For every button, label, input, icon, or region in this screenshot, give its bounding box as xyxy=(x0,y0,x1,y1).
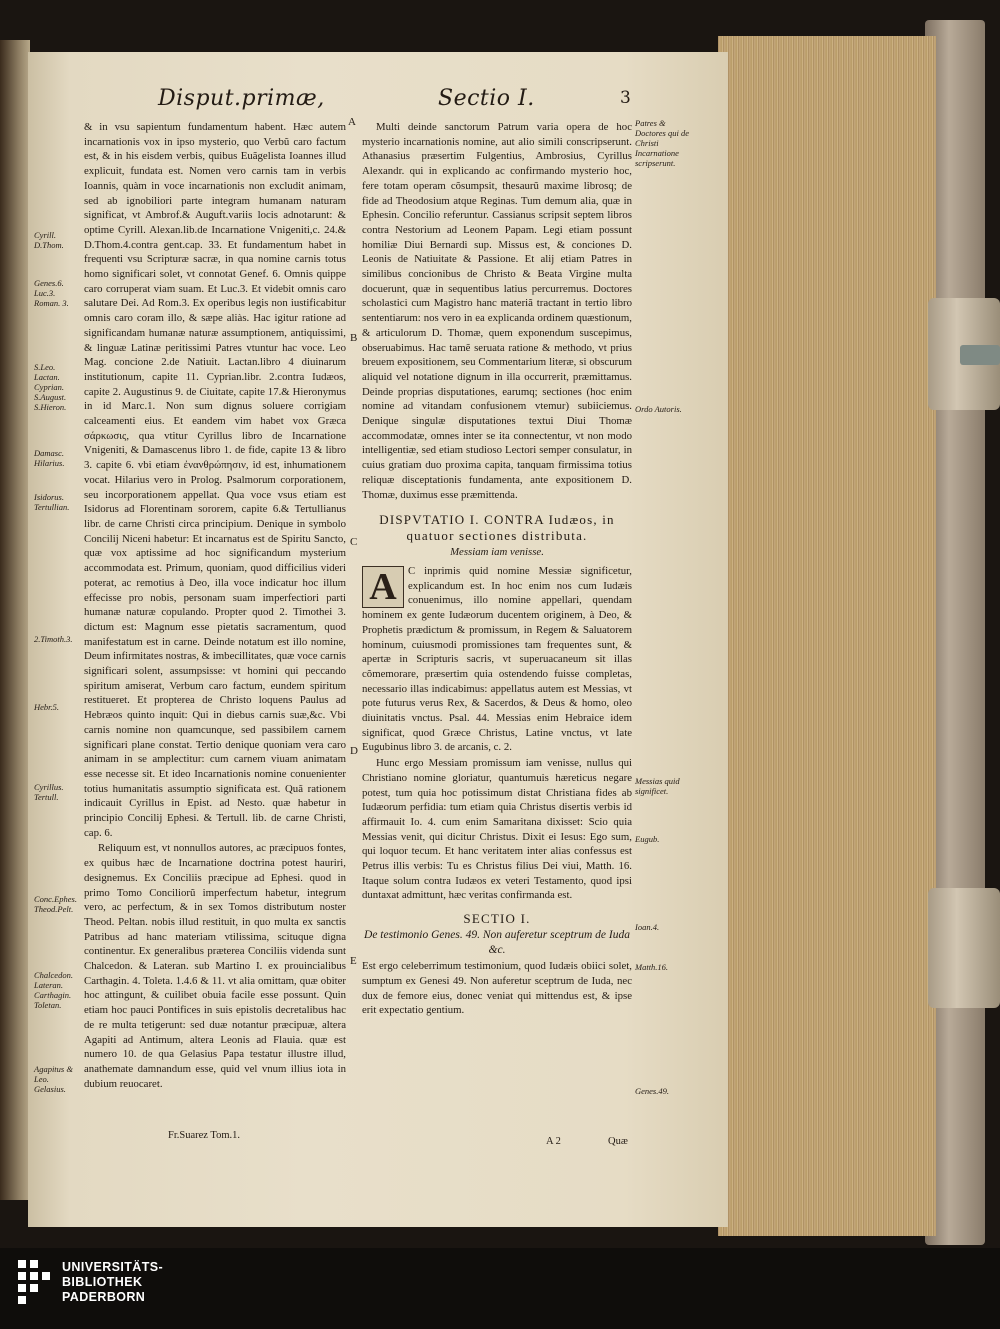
margin-note: Genes.49. xyxy=(635,1086,669,1096)
margin-note: S.Leo. Lactan. Cyprian. S.August. S.Hieron. xyxy=(34,362,67,412)
margin-note: Isidorus. Tertullian. xyxy=(34,492,70,512)
disputatio-subtitle: Messiam iam venisse. xyxy=(450,546,544,559)
column-letter: D xyxy=(350,745,358,757)
margin-note: Cyrillus. Tertull. xyxy=(34,782,64,802)
sectio-heading: SECTIO I. xyxy=(463,911,531,927)
margin-note: Hebr.5. xyxy=(34,702,60,712)
library-logo-icon xyxy=(18,1260,52,1310)
margin-note: 2.Timoth.3. xyxy=(34,634,73,644)
margin-note: Damasc. Hilarius. xyxy=(34,448,65,468)
margin-note: Conc.Ephes. Theod.Pelt. xyxy=(34,894,77,914)
margin-note: Chalcedon. Lateran. Carthagin. Toletan. xyxy=(34,970,73,1010)
running-header-right: Sectio I. xyxy=(438,86,535,111)
intro-paragraph: Multi deinde sanctorum Patrum varia opera de hoc mysterio incarnationis nomine, aut alio simili conscripserunt. Athanasius præsertim Fulgentius, Ambrosius, Cyrillus Alexandr. qui in explicando ac confirmando mysterio hoc, fere totam operam cõsumpsit, thesaurũ maxime librosq; de fide ad Theodosium atque Reginas. Tum demum alia, quæ in Ephesin. Concilio referuntur. Cassianus scripsit septem libros contra Nestorium ad Leonem Papam. Legi etiam possunt homiliæ Diui Bernardi sup. Missus est, & conciones D. Leonis de Natiuitate & Passione. Et alij etiam Patres in similibus concionibus de Christo & Beata Virgine multa docuerunt, quæ in sequentibus latius percurremus. Doctores scholastici cum Magistro hanc materiã tractant in tertio libro sententiarum: nos vero in ea explicanda ordinem quæstionum, & articulorum D. Thomæ, quem exponendum suscepimus, obseruabimus. Hac tamẽ seruata ratione & methodo, vt prius breuem expositionem, seu Commentarium literæ, si obscurum aliquid vel notatione dignum in illa occurrerit, præmittamus. Deinde proprias disputationes, earumq; sectiones (hoc enim nomine ad vitandam confusionem vtemur) subiiciemus. Denique singulæ disputationes textui Diui Thomæ accommodatæ, omnes inter se ita connectentur, vt non modo intelligentiæ, sed etiam studioso Lectori semper consulatur, in cuius gratiam duo proxima capita, tanquam firmissima totius reliquæ disceptationis fundamenta, ante expositionem D. Thomæ, duximus esse præmittenda. xyxy=(362,121,632,501)
margin-note: Ioan.4. xyxy=(635,922,660,932)
margin-note: Cyrill. D.Thom. xyxy=(34,230,64,250)
paragraph: Hunc ergo Messiam promissum iam venisse, nullus qui Christiano nomine gloriatur, quantumuis hæreticus negare potest, tum quia hoc potissimum distat Christiana fides ab Iudæorum perfidia: tum etiam quia Christus disertis verbis id affirmauit Io. 4. cum enim Samaritana dixisset: Scio quia Messias venit, qui dicitur Christus. Dixit ei Iesus: Ego sum, qui loquor tecum. Et hanc veritatem inter alias confessus est Petrus illis verbis: Tu es Christus filius Dei viui, Matth. 16. Itaque solum contra Iudæos ex veteri Testamento, quod ipsi duntaxat admittunt, hæc veritas confirmanda est. xyxy=(362,757,632,902)
left-page-edge xyxy=(0,40,30,1200)
signature-mark: A 2 xyxy=(546,1136,561,1147)
paragraph: Est ergo celeberrimum testimonium, quod Iudæis obiici solet, sumptum ex Genesi 49. Non auferetur sceptrum de Iuda, nec dux de femore eius, donec veniat qui mittendus est, & ipse erit expectatio gentium. xyxy=(362,960,632,1017)
logo-line-3: PADERBORN xyxy=(62,1290,146,1304)
footer-signature: Fr.Suarez Tom.1. xyxy=(168,1130,240,1141)
margin-note: Agapitus & Leo. Gelasius. xyxy=(34,1064,73,1094)
paragraph: Reliquum est, vt nonnullos autores, ac præcipuos fontes, ex quibus hæc de Incarnatione doctrina potest hauriri, designemus. Ex Conciliis præcipue ad Ephesi. quod in primo Tomo Conciliorũ imperfectum habetur, integrum vero, ac perfectum, & in sex Tomos distributum noster Theod. Peltan. nobis illud restituit, in quo multa ex sanctis Patribus ad hanc materiam vtilissima, scituque digna continentur. Ex generalibus præterea Conciliis videnda sunt Chalcedon. & Lateran. sub Martino I. ex prouincialibus Carthagin. 4. Toleta. 1.4.6 & 11. vt alia omittam, quæ obiter hoc attingunt, & cuilibet obuia facile esse possunt. Quin etiam hoc pauci Pontifices in suis epistolis decretalibus hac de re multa tetigerunt: sed duæ notantur præcipuæ, altera Agapiti ad Antimum, altera Leonis ad Flauia. quæ est numero 10. de qua Gelasius Papa testatur illustre illud, anathemate damnandum esse, quid vel vnum illius iota in dubium reuocaret. xyxy=(84,842,346,1090)
disputatio-heading: DISPVTATIO I. CONTRA Iudæos, in quatuor sectiones distributa. xyxy=(379,512,615,544)
column-letter: B xyxy=(350,332,358,344)
column-letter: A xyxy=(348,116,356,128)
running-header-left: Disput.primæ, xyxy=(158,86,325,111)
margin-note: Matth.16. xyxy=(635,962,669,972)
printed-page xyxy=(28,52,728,1227)
column-letter: C xyxy=(350,536,358,548)
logo-line-1: UNIVERSITÄTS- xyxy=(62,1260,164,1274)
page-fore-edge xyxy=(718,36,936,1236)
column-letter: E xyxy=(350,955,357,967)
margin-note: Genes.6. Luc.3. Roman. 3. xyxy=(34,278,69,308)
clasp-pin xyxy=(960,345,1000,365)
lower-clasp xyxy=(928,888,1000,1008)
paragraph: C inprimis quid nomine Messiæ significetur, explicandum est. In hoc enim nos cum Iudæis conuenimus, illo nomine appellari, quendam hominem ex gente Iudæorum ducentem originem, à Deo, & Prophetis prædictum & promissum, in Regem & Saluatorem hominum, cuiusmodi promissiones tam frequentes sunt, & apertæ in Scripturis sacris, vt superuacaneum sit illas cõmemorare, præsertim quia ostendendo fuisse completas, necessario illas indicabimus: appellatus autem est Messias, vt pote futurus verus Rex, & Sacerdos, & Deus & homo, oleo diuinitatis vnctus. Psal. 44. Messias enim Hebraice idem significat, quod Græce Christus, Latine vnctus, vt late Eugubinus libro 3. de arcanis, c. 2. xyxy=(362,564,632,754)
right-text-column xyxy=(362,120,632,1019)
logo-line-2: BIBLIOTHEK xyxy=(62,1275,143,1289)
margin-note: Eugub. xyxy=(635,834,660,844)
paragraph: & in vsu sapientum fundamentum habent. Hæc autem incarnationis vox in ipso mysterio, quo Verbũ caro factum est, & in his eisdem verbis, quibus Euãgelista Ioannes illud explicuit, fundata est. Nomen vero carnis tam in verbis Ioannis, quàm in voce incarnationis non excludit animam, sed ab ignobiliori parte integram humanam naturam significat, vt Ambrof.& Auguft.variis locis adnotarunt: & optime Cyrill. Alexan.lib.de Incarnatione Vnigeniti,c. 24.& D.Thom.4.contra gent.cap. 33. Et fundamentum habet in frequenti vsu Scripturæ sacræ, in qua nomine carnis totus homo significari solet, vt connotat Genef. 6. Omnis quippe caro corruperat viam suam. Et Luc.3. Et videbit omnis caro salutare Dei. Ad Rom.3. Ex operibus legis non iustificabitur omnis caro coram illo, & sæpe aliàs. Hac igitur ratione ad significandam humanæ naturæ assumptionem, antiquissimi, & linguæ Latinæ peritissimi Patres vtuntur hac voce. Leo Mag. concione 2.de Natiuit. Lactan.libro 4 diuinarum institutionum, capite 11. Cyprian.libr. 2.contra Iudæos, capite 2. Augustinus 9. de Ciuitate, capite 17.& Hieronymus in id Marc.1. Non sum dignus soluere corrigiam calceamenti eius. Et eandem vim habet vox Græca σάρκωσις, qua vtitur Cyrillus libro de Incarnatione Vnigeniti, & Damascenus libro 1. de fide, capite 13 & libro 3. capite 6. vbi etiam ἐνανθρώπησιν, id est, inhumationem vocat. Hilarius vero in Prolog. Psalmorum corporationem, seu incorporationem appellat. Qua voce vsus etiam est Isidorus ad Florentinam sororem, capite 6.& Tertullianus libr. de carne Christi circa principium. Denique in symbolo Concilij Niceni habetur: Et incarnatus est de Spiritu Sancto, quæ vox aptissime ad hoc significandum mysterium accommodata est. Primum, quoniam, quod difficilius videri poterat, ac remotius à Deo, illa voce indicatur hoc illum effecisse pro nobis, personam suam imperfectiori parti humanæ naturæ copulando. Propter quod 2. Timothei 3. dictum est: Magnum esse pietatis sacramentum, quod manifestatum est in carne. Deinde notatum est illo nomine, Deum infirmitates nostras, & imbecillitates, quæ voce carnis significari solent, assumpsisse: vt homini qui peccando spiritum amiserat, Verbum caro factum, eundem spiritum restitueret. Et propterea de Christo loquens Paulus ad Hebræos quinto inquit: Qui in diebus carnis suæ,&c. Vbi carnis nomine non quamcunque, sed passibilem carnem significari plane constat. Tertio denique quoniam vera caro animam in se amplectitur: cum carnem viuam animatam esse necesse sit. Et ideo Incarnationis nomine conuenienter totius humanitatis assumptio significata est. Quã rationem indicauit Cyrillus in Epist. ad Nesto. quæ habetur in principio Concilij Ephesi. & Tertull. lib. de carne Christi, cap. 6. xyxy=(84,121,346,839)
margin-note: Patres & Doctores qui de Christi Incarnatione scripserunt. xyxy=(635,118,689,168)
decorated-initial: A xyxy=(362,566,404,608)
catchword: Quæ xyxy=(608,1136,628,1147)
upper-clasp xyxy=(928,298,1000,410)
left-text-column xyxy=(84,120,346,1092)
margin-note: Ordo Autoris. xyxy=(635,404,682,414)
sectio-title: De testimonio Genes. 49. Non auferetur sceptrum de Iuda &c. xyxy=(364,929,630,957)
page-number: 3 xyxy=(620,88,632,108)
margin-note: Messias quid significet. xyxy=(635,776,680,796)
